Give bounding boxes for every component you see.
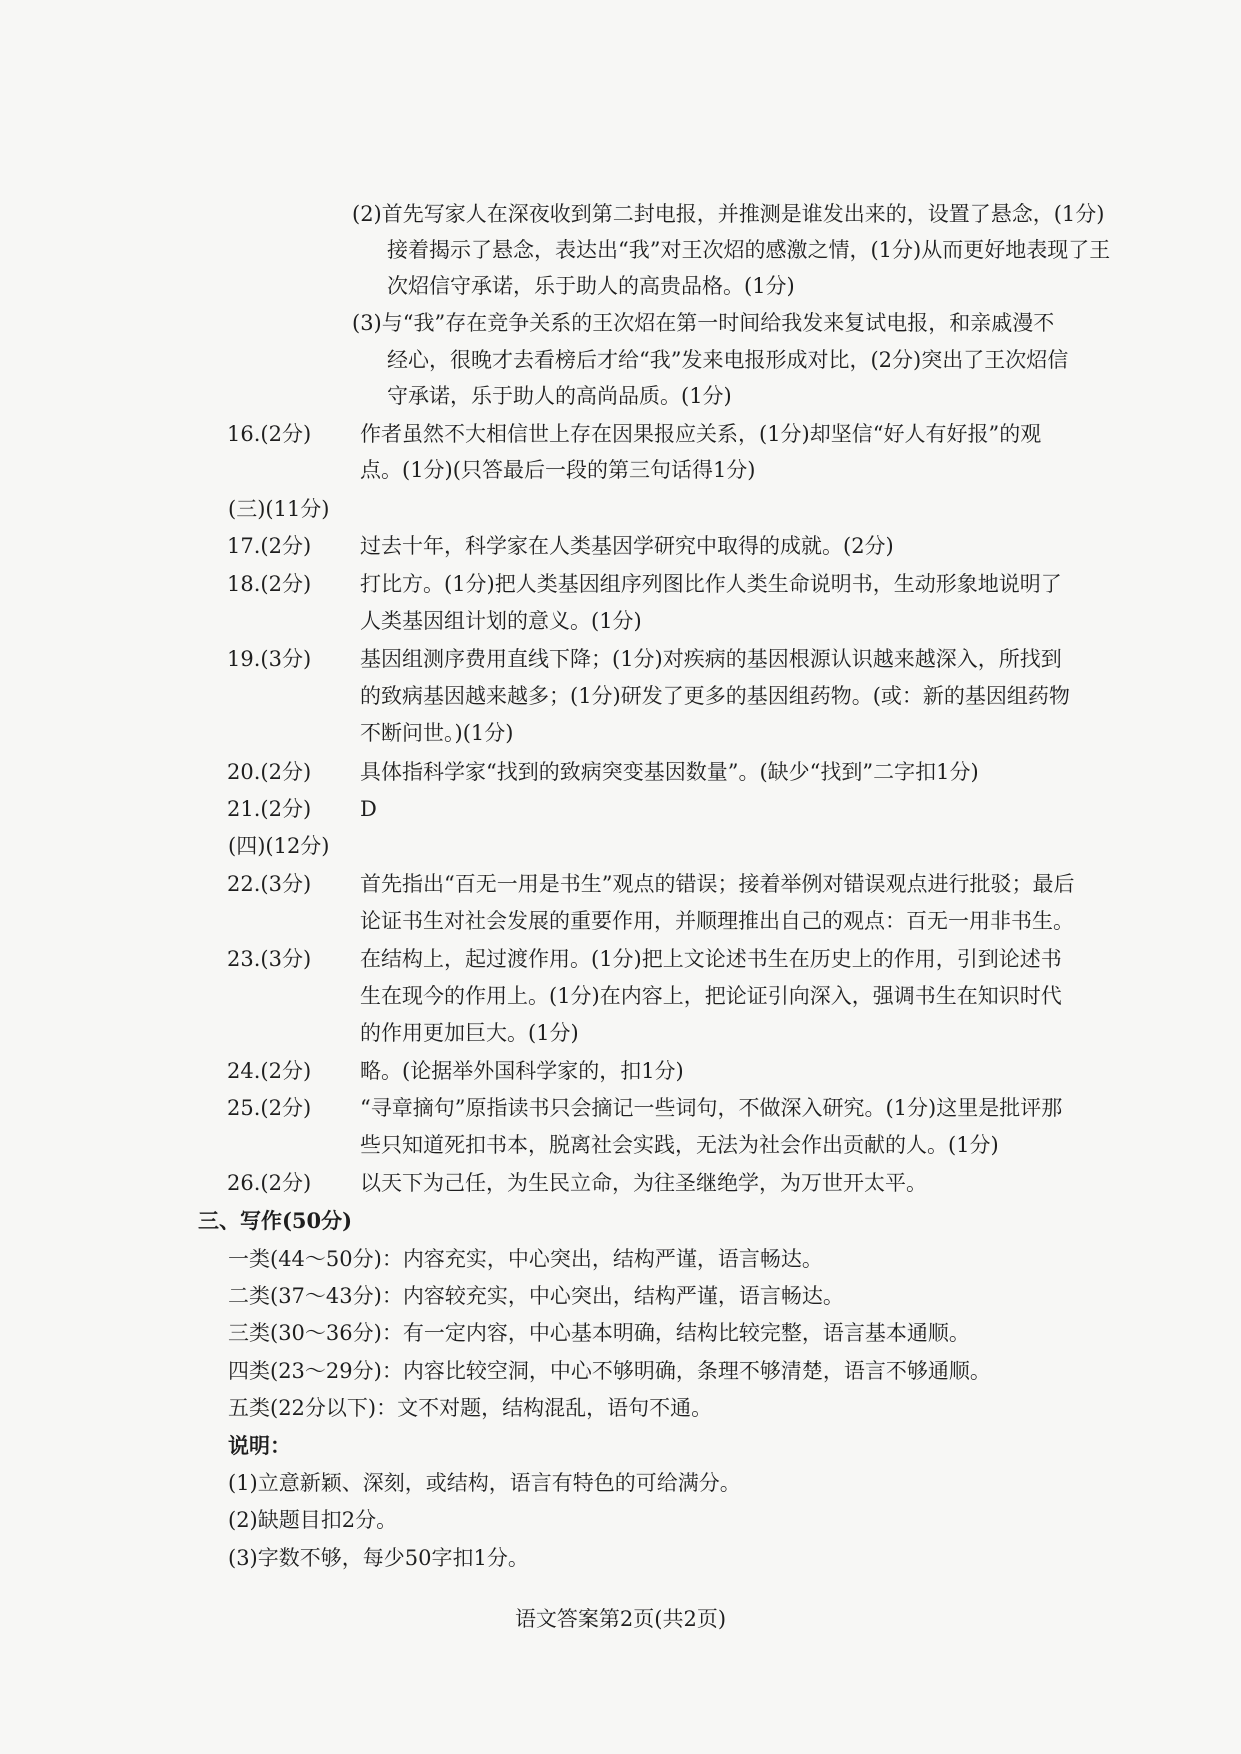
section-3-heading: (三)(11分) — [228, 497, 330, 521]
writing-heading: 三、写作(50分) — [198, 1208, 353, 1233]
q21-label: 21.(2分) — [227, 797, 312, 821]
q17-line-1: 过去十年，科学家在人类基因学研究中取得的成就。(2分) — [360, 534, 894, 558]
q23-line-2: 生在现今的作用上。(1分)在内容上，把论证引向深入，强调书生在知识时代 — [360, 984, 1062, 1008]
grade-1: 一类(44～50分)：内容充实，中心突出，结构严谨，语言畅达。 — [228, 1247, 823, 1271]
q22-label: 22.(3分) — [227, 872, 312, 896]
q16-label: 16.(2分) — [227, 422, 312, 446]
grade-5: 五类(22分以下)：文不对题，结构混乱，语句不通。 — [228, 1396, 713, 1420]
q24-label: 24.(2分) — [227, 1059, 312, 1083]
q19-line-3: 不断问世。)(1分) — [360, 721, 514, 745]
q16-line-1: 作者虽然不大相信世上存在因果报应关系，(1分)却坚信“好人有好报”的观 — [360, 422, 1042, 446]
q25-label: 25.(2分) — [227, 1096, 312, 1120]
grade-4: 四类(23～29分)：内容比较空洞，中心不够明确，条理不够清楚，语言不够通顺。 — [228, 1359, 991, 1383]
notes-heading: 说明： — [228, 1433, 291, 1458]
grade-3: 三类(30～36分)：有一定内容，中心基本明确，结构比较完整，语言基本通顺。 — [228, 1321, 970, 1345]
q15-answer-2-line-1: (2)首先写家人在深夜收到第二封电报，并推测是谁发出来的，设置了悬念，(1分) — [352, 202, 1105, 226]
q15-answer-3-line-2: 经心，很晚才去看榜后才给“我”发来电报形成对比，(2分)突出了王次炤信 — [387, 348, 1069, 372]
q23-label: 23.(3分) — [227, 947, 312, 971]
q23-line-3: 的作用更加巨大。(1分) — [360, 1021, 579, 1045]
section-4-heading: (四)(12分) — [228, 834, 330, 858]
q23-line-1: 在结构上，起过渡作用。(1分)把上文论述书生在历史上的作用，引到论述书 — [360, 947, 1062, 971]
q26-line-1: 以天下为己任，为生民立命，为往圣继绝学，为万世开太平。 — [360, 1171, 927, 1195]
note-1: (1)立意新颖、深刻，或结构，语言有特色的可给满分。 — [228, 1471, 741, 1495]
q15-answer-2-line-3: 次炤信守承诺，乐于助人的高贵品格。(1分) — [387, 274, 795, 298]
note-2: (2)缺题目扣2分。 — [228, 1508, 398, 1532]
note-3: (3)字数不够，每少50字扣1分。 — [228, 1546, 529, 1570]
q21-line-1: D — [360, 797, 377, 821]
q19-line-2: 的致病基因越来越多；(1分)研发了更多的基因组药物。(或：新的基因组药物 — [360, 684, 1070, 708]
q18-label: 18.(2分) — [227, 572, 312, 596]
q25-line-2: 些只知道死扣书本，脱离社会实践，无法为社会作出贡献的人。(1分) — [360, 1133, 999, 1157]
grade-2: 二类(37～43分)：内容较充实，中心突出，结构严谨，语言畅达。 — [228, 1284, 844, 1308]
q15-answer-3-line-3: 守承诺，乐于助人的高尚品质。(1分) — [387, 384, 732, 408]
q20-line-1: 具体指科学家“找到的致病突变基因数量”。(缺少“找到”二字扣1分) — [360, 760, 979, 784]
q18-line-2: 人类基因组计划的意义。(1分) — [360, 609, 642, 633]
q20-label: 20.(2分) — [227, 760, 312, 784]
page-footer: 语文答案第2页(共2页) — [514, 1607, 727, 1631]
q15-answer-2-line-2: 接着揭示了悬念，表达出“我”对王次炤的感激之情，(1分)从而更好地表现了王 — [387, 238, 1111, 262]
q25-line-1: “寻章摘句”原指读书只会摘记一些词句，不做深入研究。(1分)这里是批评那 — [360, 1096, 1063, 1120]
q15-answer-3-line-1: (3)与“我”存在竞争关系的王次炤在第一时间给我发来复试电报，和亲戚漫不 — [352, 311, 1055, 335]
q19-label: 19.(3分) — [227, 647, 312, 671]
q26-label: 26.(2分) — [227, 1171, 312, 1195]
q22-line-2: 论证书生对社会发展的重要作用，并顺理推出自己的观点：百无一用非书生。 — [360, 909, 1074, 933]
q24-line-1: 略。(论据举外国科学家的，扣1分) — [360, 1059, 684, 1083]
q19-line-1: 基因组测序费用直线下降；(1分)对疾病的基因根源认识越来越深入，所找到 — [360, 647, 1062, 671]
q18-line-1: 打比方。(1分)把人类基因组序列图比作人类生命说明书，生动形象地说明了 — [360, 572, 1062, 596]
q16-line-2: 点。(1分)(只答最后一段的第三句话得1分) — [360, 458, 756, 482]
q22-line-1: 首先指出“百无一用是书生”观点的错误；接着举例对错误观点进行批驳；最后 — [360, 872, 1075, 896]
q17-label: 17.(2分) — [227, 534, 312, 558]
